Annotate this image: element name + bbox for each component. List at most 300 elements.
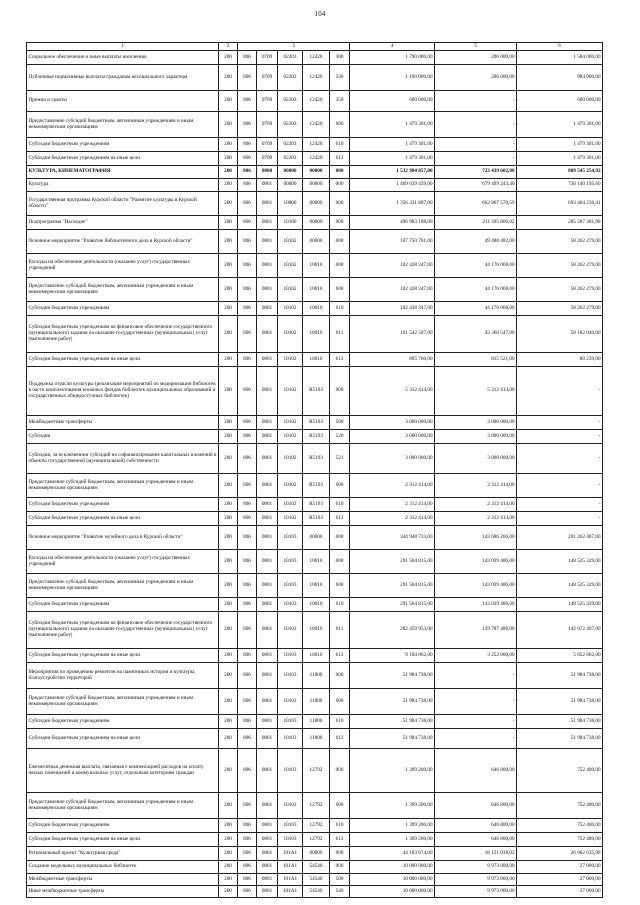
row-code-2: 806 — [238, 316, 257, 353]
row-value-2: - — [435, 152, 517, 166]
row-code-2: 806 — [238, 179, 257, 192]
table-row — [27, 179, 603, 192]
row-code-4: 10103 — [278, 819, 303, 833]
row-code-1: 200 — [219, 138, 238, 152]
table-row — [27, 254, 603, 278]
row-code-6: 000 — [330, 192, 350, 216]
row-code-3: 0801 — [257, 444, 278, 474]
row-code-5: 10010 — [303, 612, 330, 649]
row-code-4: 10102 — [278, 474, 303, 498]
row-value-1: 102 438 347,00 — [350, 278, 435, 302]
row-code-2: 806 — [238, 729, 257, 749]
row-name: Культура — [27, 179, 219, 192]
row-code-1: 200 — [219, 367, 238, 416]
row-code-6: 000 — [330, 526, 350, 550]
row-value-1: 10 000 000,00 — [350, 886, 435, 898]
row-code-1: 200 — [219, 550, 238, 574]
row-code-3: 0801 — [257, 498, 278, 512]
row-value-1: 600 000,00 — [350, 91, 435, 112]
row-code-1: 200 — [219, 612, 238, 649]
row-code-2: 806 — [238, 474, 257, 498]
row-name: Субсидии бюджетным учреждениям на иные цели — [27, 729, 219, 749]
row-code-1: 200 — [219, 689, 238, 715]
row-value-1: 1 399 200,00 — [350, 749, 435, 793]
table-row — [27, 847, 603, 861]
row-code-6: 521 — [330, 444, 350, 474]
row-code-1: 200 — [219, 847, 238, 861]
row-value-3: 142 672 467,00 — [517, 612, 603, 649]
row-value-2: - — [435, 729, 517, 749]
row-name: Субсидии бюджетным учреждениям — [27, 498, 219, 512]
row-value-1: 102 438 347,00 — [350, 302, 435, 316]
table-row — [27, 152, 603, 166]
row-code-3: 0801 — [257, 179, 278, 192]
row-code-2: 806 — [238, 874, 257, 886]
row-name: Основное мероприятие "Развитие музейного дела в Курской области" — [27, 526, 219, 550]
row-code-3: 0801 — [257, 254, 278, 278]
row-name: Субсидии бюджетным учреждениям на иные цели — [27, 649, 219, 663]
row-code-3: 0801 — [257, 715, 278, 729]
table-row — [27, 833, 603, 847]
row-name: Социальное обеспечение и иные выплаты населению — [27, 51, 219, 65]
row-code-4: 10102 — [278, 254, 303, 278]
row-value-1: 291 564 815,00 — [350, 550, 435, 574]
row-code-5: 12420 — [303, 152, 330, 166]
row-code-1: 200 — [219, 861, 238, 874]
row-code-2: 806 — [238, 216, 257, 230]
table-row — [27, 65, 603, 91]
row-code-2: 806 — [238, 833, 257, 847]
row-code-5: 10010 — [303, 550, 330, 574]
row-value-3: 1 584 000,00 — [517, 51, 603, 65]
row-value-1: 2 312 414,00 — [350, 474, 435, 498]
row-value-2: 646 800,00 — [435, 819, 517, 833]
row-value-3: 752 400,00 — [517, 749, 603, 793]
row-code-5: 00000 — [303, 192, 330, 216]
row-code-6: 000 — [330, 367, 350, 416]
table-row — [27, 793, 603, 819]
table-row — [27, 230, 603, 254]
row-code-3: 0801 — [257, 598, 278, 612]
table-row — [27, 430, 603, 444]
row-value-1: 2 312 414,00 — [350, 512, 435, 526]
row-name: КУЛЬТУРА, КИНЕМАТОГРАФИЯ — [27, 166, 219, 179]
row-code-4: 10103 — [278, 550, 303, 574]
row-value-1: 51 984 738,00 — [350, 729, 435, 749]
row-code-6: 600 — [330, 574, 350, 598]
row-code-5: R5193 — [303, 416, 330, 430]
row-value-3: 285 587 381,98 — [517, 216, 603, 230]
row-code-6: 300 — [330, 51, 350, 65]
row-code-4: 10103 — [278, 715, 303, 729]
row-name: Предоставление субсидий бюджетным, автономным учреждениям и иным некоммерческим организациям — [27, 112, 219, 138]
row-value-2: 143 039 486,00 — [435, 574, 517, 598]
row-code-2: 806 — [238, 574, 257, 598]
row-code-3: 0801 — [257, 793, 278, 819]
row-code-6: 500 — [330, 874, 350, 886]
row-name: Субсидии — [27, 430, 219, 444]
row-code-2: 806 — [238, 91, 257, 112]
row-value-2: - — [435, 91, 517, 112]
row-value-1: 10 000 000,00 — [350, 874, 435, 886]
row-code-2: 806 — [238, 112, 257, 138]
row-code-5: R5193 — [303, 444, 330, 474]
row-name: Предоставление субсидий бюджетным, автономным учреждениям и иным некоммерческим организациям — [27, 278, 219, 302]
row-code-3: 0801 — [257, 512, 278, 526]
row-value-1: 1 409 639 439,00 — [350, 179, 435, 192]
row-value-1: 1 532 984 857,00 — [350, 166, 435, 179]
row-value-3: - — [517, 367, 603, 416]
row-code-3: 0801 — [257, 663, 278, 689]
row-code-3: 0801 — [257, 861, 278, 874]
row-code-2: 806 — [238, 819, 257, 833]
row-name: Государственная программа Курской области "Развитие культуры в Курской области" — [27, 192, 219, 216]
row-value-2: 3 000 000,00 — [435, 444, 517, 474]
row-code-1: 200 — [219, 663, 238, 689]
row-name: Предоставление субсидий бюджетным, автономным учреждениям и иным некоммерческим организациям — [27, 574, 219, 598]
row-code-5: 00000 — [303, 166, 330, 179]
table-header-row — [27, 43, 603, 51]
row-value-2: 5 312 414,00 — [435, 367, 517, 416]
row-code-4: 101A1 — [278, 874, 303, 886]
row-name: Публичные нормативные выплаты гражданам несоциального характера — [27, 65, 219, 91]
row-code-5: 12420 — [303, 91, 330, 112]
row-code-1: 200 — [219, 526, 238, 550]
row-value-2: 44 176 068,00 — [435, 254, 517, 278]
row-value-2: - — [435, 138, 517, 152]
row-code-6: 612 — [330, 512, 350, 526]
row-code-6: 600 — [330, 278, 350, 302]
row-code-2: 806 — [238, 793, 257, 819]
header-col-4: 4 — [350, 43, 435, 51]
row-name: Предоставление субсидий бюджетным, автономным учреждениям и иным некоммерческим организациям — [27, 474, 219, 498]
row-code-4: 10102 — [278, 353, 303, 367]
row-code-1: 200 — [219, 729, 238, 749]
row-code-2: 806 — [238, 138, 257, 152]
row-code-4: 10103 — [278, 833, 303, 847]
row-value-1: 1 479 301,00 — [350, 112, 435, 138]
row-value-2: 206 000,00 — [435, 65, 517, 91]
row-value-3: 80 239,00 — [517, 353, 603, 367]
row-value-2: 646 800,00 — [435, 749, 517, 793]
header-col-3: 3 — [238, 43, 350, 51]
row-code-1: 200 — [219, 598, 238, 612]
row-code-3: 0801 — [257, 833, 278, 847]
table-row — [27, 474, 603, 498]
row-name: Субсидии бюджетным учреждениям — [27, 302, 219, 316]
row-value-3: 148 525 329,00 — [517, 550, 603, 574]
row-name: Поддержка отрасли культуры (реализация мероприятий по модернизации библиотек в части комплектования книжных фондов библиотек муниципальных образований и государственных общедоступных библиотек) — [27, 367, 219, 416]
table-row — [27, 715, 603, 729]
row-name: Предоставление субсидий бюджетным, автономным учреждениям и иным некоммерческим организациям — [27, 793, 219, 819]
row-value-3: 26 062 635,98 — [517, 847, 603, 861]
table-row — [27, 512, 603, 526]
row-code-3: 0801 — [257, 316, 278, 353]
row-code-6: 350 — [330, 91, 350, 112]
table-row — [27, 91, 603, 112]
row-code-6: 610 — [330, 715, 350, 729]
row-code-4: 10102 — [278, 302, 303, 316]
table-row — [27, 861, 603, 874]
row-code-5: 12420 — [303, 138, 330, 152]
table-row — [27, 729, 603, 749]
row-code-5: 54540 — [303, 861, 330, 874]
row-code-2: 806 — [238, 861, 257, 874]
row-name: Субсидии бюджетным учреждениям — [27, 819, 219, 833]
row-value-3: - — [517, 498, 603, 512]
row-code-1: 200 — [219, 51, 238, 65]
row-code-5: 12792 — [303, 819, 330, 833]
header-col-1: 1 — [27, 43, 219, 51]
row-code-5: 11800 — [303, 663, 330, 689]
row-value-3: 51 984 738,00 — [517, 663, 603, 689]
row-value-1: 1 790 000,00 — [350, 51, 435, 65]
row-value-1: 107 750 761,00 — [350, 230, 435, 254]
row-code-3: 0801 — [257, 526, 278, 550]
row-name: Субсидии бюджетным учреждениям на иные цели — [27, 353, 219, 367]
row-code-2: 806 — [238, 430, 257, 444]
row-value-1: 2 312 414,00 — [350, 498, 435, 512]
row-value-2: 3 000 000,00 — [435, 416, 517, 430]
row-code-3: 0801 — [257, 353, 278, 367]
row-value-3: 201 262 467,00 — [517, 526, 603, 550]
row-value-3: - — [517, 444, 603, 474]
table-row — [27, 51, 603, 65]
row-value-3: 752 400,00 — [517, 819, 603, 833]
row-value-3: 58 262 279,00 — [517, 230, 603, 254]
row-code-1: 200 — [219, 179, 238, 192]
row-code-2: 806 — [238, 526, 257, 550]
row-code-2: 806 — [238, 278, 257, 302]
table-row — [27, 874, 603, 886]
row-code-4: 10103 — [278, 612, 303, 649]
row-code-2: 806 — [238, 51, 257, 65]
row-value-1: 291 564 815,00 — [350, 598, 435, 612]
row-value-2: 815 521,00 — [435, 353, 517, 367]
row-name: Субсидии бюджетным учреждениям — [27, 715, 219, 729]
row-code-5: 10010 — [303, 598, 330, 612]
row-code-6: 610 — [330, 302, 350, 316]
row-code-4: 10103 — [278, 649, 303, 663]
row-code-6: 612 — [330, 833, 350, 847]
row-code-4: 00000 — [278, 166, 303, 179]
row-code-1: 200 — [219, 649, 238, 663]
row-code-3: 0801 — [257, 847, 278, 861]
row-code-6: 000 — [330, 166, 350, 179]
table-row — [27, 612, 603, 649]
row-name: Субсидии бюджетным учреждениям на иные цели — [27, 512, 219, 526]
row-value-2: 44 176 068,00 — [435, 278, 517, 302]
table-row — [27, 216, 603, 230]
row-name: Премии и гранты — [27, 91, 219, 112]
row-code-3: 0801 — [257, 302, 278, 316]
row-code-3: 0709 — [257, 91, 278, 112]
row-code-5: 10010 — [303, 353, 330, 367]
row-value-2: 143 686 266,00 — [435, 526, 517, 550]
row-code-5: R5193 — [303, 512, 330, 526]
header-col-2: 2 — [219, 43, 238, 51]
row-value-2: 143 039 486,00 — [435, 598, 517, 612]
row-code-4: 10100 — [278, 216, 303, 230]
row-code-5: 12792 — [303, 793, 330, 819]
row-code-4: 10102 — [278, 498, 303, 512]
row-value-3: 752 400,00 — [517, 793, 603, 819]
row-code-4: 10103 — [278, 598, 303, 612]
row-value-3: 148 525 329,00 — [517, 574, 603, 598]
row-value-3: 58 182 040,00 — [517, 316, 603, 353]
row-value-1: 3 000 000,00 — [350, 430, 435, 444]
row-code-2: 806 — [238, 512, 257, 526]
row-code-6: 000 — [330, 749, 350, 793]
row-value-2: 139 787 486,00 — [435, 612, 517, 649]
row-code-6: 000 — [330, 254, 350, 278]
row-value-3: 1 479 301,00 — [517, 138, 603, 152]
row-name: Подпрограмма "Наследие" — [27, 216, 219, 230]
row-name: Мероприятия по проведению ремонтов на памятниках истории и культуры, благоустройство территорий — [27, 663, 219, 689]
row-code-4: 02203 — [278, 65, 303, 91]
row-value-1: 44 183 674,00 — [350, 847, 435, 861]
row-code-4: 10103 — [278, 749, 303, 793]
row-name: Ежемесячная денежная выплата, связанная с компенсацией расходов на оплату жилых помещений и коммунальных услуг, отдельным категориям граждан — [27, 749, 219, 793]
row-value-2: 723 439 602,08 — [435, 166, 517, 179]
row-name: Межбюджетные трансферты — [27, 874, 219, 886]
row-code-5: 10010 — [303, 574, 330, 598]
row-value-3: 1 479 301,00 — [517, 152, 603, 166]
row-code-4: 02203 — [278, 138, 303, 152]
row-code-1: 200 — [219, 112, 238, 138]
row-value-1: 1 356 331 807,00 — [350, 192, 435, 216]
row-code-1: 200 — [219, 833, 238, 847]
row-value-3: 51 984 738,00 — [517, 729, 603, 749]
row-code-5: R5193 — [303, 430, 330, 444]
row-code-5: R5193 — [303, 498, 330, 512]
table-row — [27, 166, 603, 179]
row-code-1: 200 — [219, 793, 238, 819]
row-value-2: 143 039 486,00 — [435, 550, 517, 574]
row-code-6: 000 — [330, 216, 350, 230]
row-name: Расходы на обеспечение деятельности (оказание услуг) государственных учреждений — [27, 254, 219, 278]
table-row — [27, 574, 603, 598]
row-value-3: 752 400,00 — [517, 833, 603, 847]
row-code-5: 12420 — [303, 112, 330, 138]
row-code-6: 000 — [330, 847, 350, 861]
row-value-3: 693 464 236,41 — [517, 192, 603, 216]
row-code-1: 200 — [219, 512, 238, 526]
row-code-4: 10102 — [278, 230, 303, 254]
row-code-2: 806 — [238, 367, 257, 416]
row-code-6: 600 — [330, 793, 350, 819]
budget-table — [26, 42, 603, 898]
row-code-3: 0801 — [257, 574, 278, 598]
row-value-1: 1 399 200,00 — [350, 833, 435, 847]
row-code-1: 200 — [219, 152, 238, 166]
row-code-2: 806 — [238, 498, 257, 512]
row-value-1: 1 190 000,00 — [350, 65, 435, 91]
row-code-4: 10102 — [278, 367, 303, 416]
row-value-3: 1 479 301,00 — [517, 112, 603, 138]
row-code-4: 10103 — [278, 729, 303, 749]
row-value-1: 3 000 000,00 — [350, 416, 435, 430]
row-code-4: 00000 — [278, 179, 303, 192]
row-value-2: - — [435, 112, 517, 138]
row-value-1: 10 000 000,00 — [350, 861, 435, 874]
row-code-4: 10103 — [278, 663, 303, 689]
row-code-5: 00000 — [303, 526, 330, 550]
row-code-3: 0801 — [257, 192, 278, 216]
row-code-2: 806 — [238, 649, 257, 663]
row-name: Создание модельных муниципальных библиотек — [27, 861, 219, 874]
row-value-2: 9 973 000,00 — [435, 861, 517, 874]
row-code-4: 02203 — [278, 112, 303, 138]
row-code-4: 10102 — [278, 512, 303, 526]
row-code-6: 000 — [330, 230, 350, 254]
row-code-5: 00000 — [303, 230, 330, 254]
row-code-2: 806 — [238, 598, 257, 612]
row-value-3: 27 000,00 — [517, 861, 603, 874]
row-code-5: 11800 — [303, 689, 330, 715]
row-code-5: 11800 — [303, 729, 330, 749]
header-col-5: 5 — [435, 43, 517, 51]
row-code-6: 611 — [330, 612, 350, 649]
table-row — [27, 416, 603, 430]
row-value-3: 730 140 195,60 — [517, 179, 603, 192]
row-code-1: 200 — [219, 216, 238, 230]
table-row — [27, 498, 603, 512]
row-code-4: 10102 — [278, 416, 303, 430]
row-code-5: 10010 — [303, 649, 330, 663]
row-value-3: 58 262 279,00 — [517, 302, 603, 316]
row-code-4: 02203 — [278, 152, 303, 166]
row-code-5: 12420 — [303, 65, 330, 91]
row-code-2: 806 — [238, 847, 257, 861]
row-value-3: 51 984 738,00 — [517, 689, 603, 715]
row-code-2: 806 — [238, 416, 257, 430]
row-value-1: 291 564 815,00 — [350, 574, 435, 598]
row-code-2: 806 — [238, 886, 257, 898]
row-code-3: 0801 — [257, 367, 278, 416]
table-row — [27, 663, 603, 689]
row-value-2: 3 000 000,00 — [435, 430, 517, 444]
row-value-1: 1 479 301,00 — [350, 138, 435, 152]
row-code-2: 806 — [238, 612, 257, 649]
row-code-6: 612 — [330, 649, 350, 663]
row-value-3: - — [517, 416, 603, 430]
row-value-3: 27 000,00 — [517, 874, 603, 886]
row-code-4: 10103 — [278, 574, 303, 598]
row-code-2: 806 — [238, 65, 257, 91]
row-value-1: 282 459 953,00 — [350, 612, 435, 649]
header-col-6: 6 — [517, 43, 603, 51]
row-code-2: 806 — [238, 254, 257, 278]
row-code-4: 101A1 — [278, 861, 303, 874]
row-code-3: 0801 — [257, 550, 278, 574]
row-code-6: 520 — [330, 430, 350, 444]
row-value-2: 49 488 482,00 — [435, 230, 517, 254]
table-row — [27, 886, 603, 898]
row-value-2: 646 800,00 — [435, 833, 517, 847]
row-code-1: 200 — [219, 302, 238, 316]
table-row — [27, 192, 603, 216]
row-code-3: 0801 — [257, 474, 278, 498]
row-code-3: 0801 — [257, 819, 278, 833]
row-code-3: 0709 — [257, 51, 278, 65]
row-code-4: 101A1 — [278, 886, 303, 898]
row-code-5: R5193 — [303, 367, 330, 416]
row-code-1: 200 — [219, 444, 238, 474]
row-name: Субсидии бюджетным учреждениям — [27, 598, 219, 612]
row-value-2: 9 973 000,00 — [435, 886, 517, 898]
row-code-1: 200 — [219, 278, 238, 302]
